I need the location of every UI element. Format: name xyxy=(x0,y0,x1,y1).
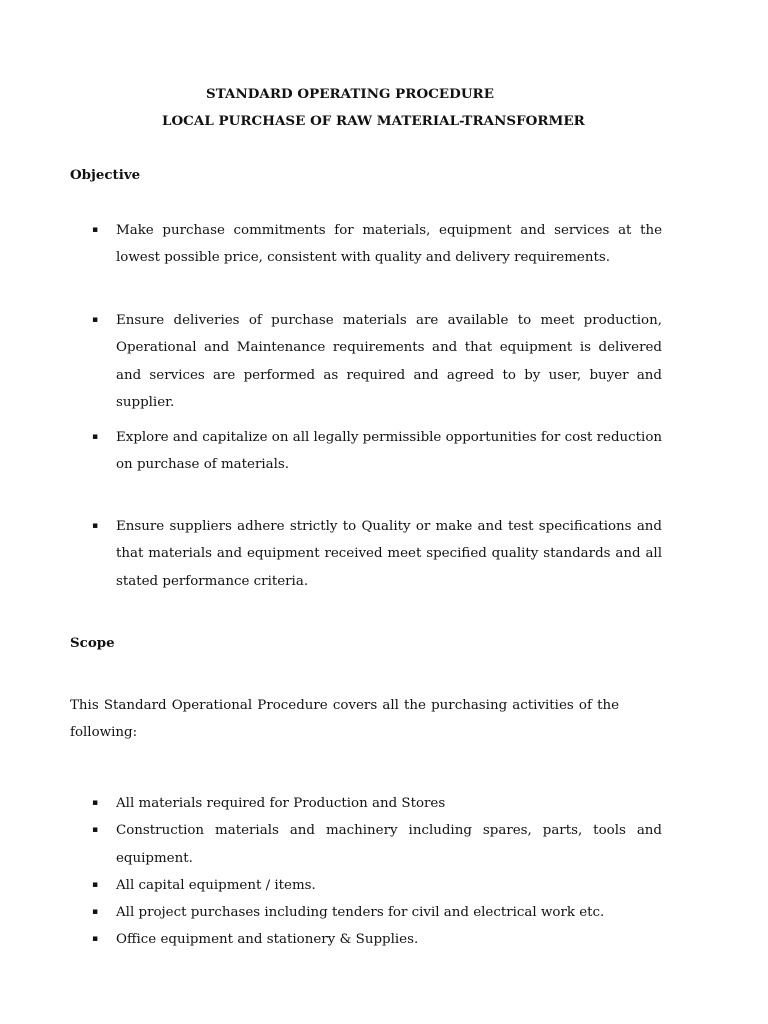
bullet-icon: ▪ xyxy=(92,907,99,918)
bullet-icon: ▪ xyxy=(92,432,99,442)
objective-item-text: Ensure suppliers adhere strictly to Quality or make and test specifications and that materials and equipment received meet specified quality standards and all stated performance criteria. xyxy=(116,519,662,589)
objective-list-item xyxy=(92,307,662,416)
scope-list xyxy=(92,790,662,954)
document-subtitle: LOCAL PURCHASE OF RAW MATERIAL-TRANSFORMER xyxy=(162,113,585,129)
objective-item-text: Explore and capitalize on all legally permissible opportunities for cost reduction on purchase of materials. xyxy=(116,430,663,473)
bullet-icon: ▪ xyxy=(92,225,99,235)
scope-intro-paragraph: This Standard Operational Procedure covers all the purchasing activities of the following: xyxy=(70,698,619,741)
scope-item-text: Office equipment and stationery & Supplies. xyxy=(116,932,419,948)
bullet-icon: ▪ xyxy=(92,879,99,890)
objective-list-item xyxy=(92,424,662,479)
scope-item-text: All materials required for Production and Stores xyxy=(116,796,446,811)
scope-list-item xyxy=(92,926,662,953)
document-title: STANDARD OPERATING PROCEDURE xyxy=(206,86,494,102)
objective-heading: Objective xyxy=(70,167,141,183)
objective-item-text: Ensure deliveries of purchase materials are available to meet production, Operational and Maintenance requirements and that equipment is delivered and services are performed as required and agreed to by user, buyer and supplier. xyxy=(116,313,662,410)
bullet-icon: ▪ xyxy=(92,825,99,836)
scope-item-text: Construction materials and machinery including spares, parts, tools and equipment. xyxy=(116,823,662,866)
bullet-icon: ▪ xyxy=(92,521,99,531)
scope-list-item xyxy=(92,817,662,872)
objective-list-item xyxy=(92,513,662,595)
objective-list-item xyxy=(92,217,662,272)
scope-heading: Scope xyxy=(70,635,115,651)
objective-item-text: Make purchase commitments for materials, equipment and services at the lowest possible price, consistent with quality and delivery requirements. xyxy=(116,223,662,266)
bullet-icon: ▪ xyxy=(92,934,99,945)
scope-list-item xyxy=(92,872,662,899)
scope-item-text: All capital equipment / items. xyxy=(116,877,316,893)
scope-list-item xyxy=(92,899,662,926)
bullet-icon: ▪ xyxy=(92,315,99,325)
bullet-icon: ▪ xyxy=(92,798,99,808)
scope-list-item xyxy=(92,790,662,817)
scope-item-text: All project purchases including tenders for civil and electrical work etc. xyxy=(116,905,605,921)
